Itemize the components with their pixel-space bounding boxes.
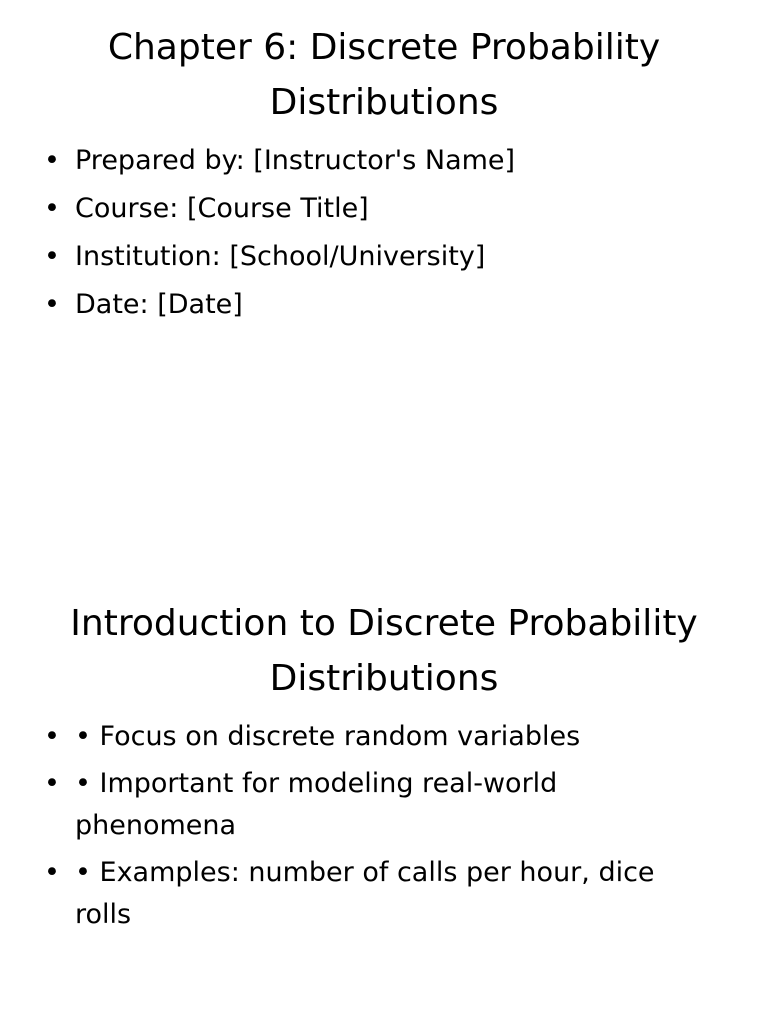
slide-introduction — [0, 576, 768, 1024]
bullet-text: • Important for modeling real-world phenomena — [75, 768, 558, 841]
bullet-item — [44, 188, 684, 230]
bullet-marker: • — [44, 241, 60, 272]
bullet-item — [44, 236, 684, 278]
bullet-marker: • — [44, 857, 60, 888]
bullet-marker: • — [44, 768, 60, 799]
bullet-marker: • — [44, 289, 60, 320]
bullet-marker: • — [44, 193, 60, 224]
bullet-text: Date: [Date] — [75, 289, 243, 320]
bullet-marker: • — [44, 721, 60, 752]
bullet-item — [44, 716, 684, 758]
bullet-list — [44, 140, 684, 332]
bullet-text: • Focus on discrete random variables — [75, 721, 581, 752]
slide-title: Chapter 6: Discrete Probability Distributions — [107, 27, 661, 123]
bullet-item — [44, 852, 684, 936]
bullet-item — [44, 284, 684, 326]
bullet-text: Institution: [School/University] — [75, 241, 486, 272]
bullet-marker: • — [44, 145, 60, 176]
bullet-item — [44, 763, 684, 847]
bullet-text: Course: [Course Title] — [75, 193, 369, 224]
bullet-text: • Examples: number of calls per hour, dice rolls — [75, 857, 655, 930]
bullet-item — [44, 140, 684, 182]
slide-title: Introduction to Discrete Probability Distributions — [70, 603, 698, 699]
bullet-list — [44, 716, 684, 941]
bullet-text: Prepared by: [Instructor's Name] — [75, 145, 516, 176]
